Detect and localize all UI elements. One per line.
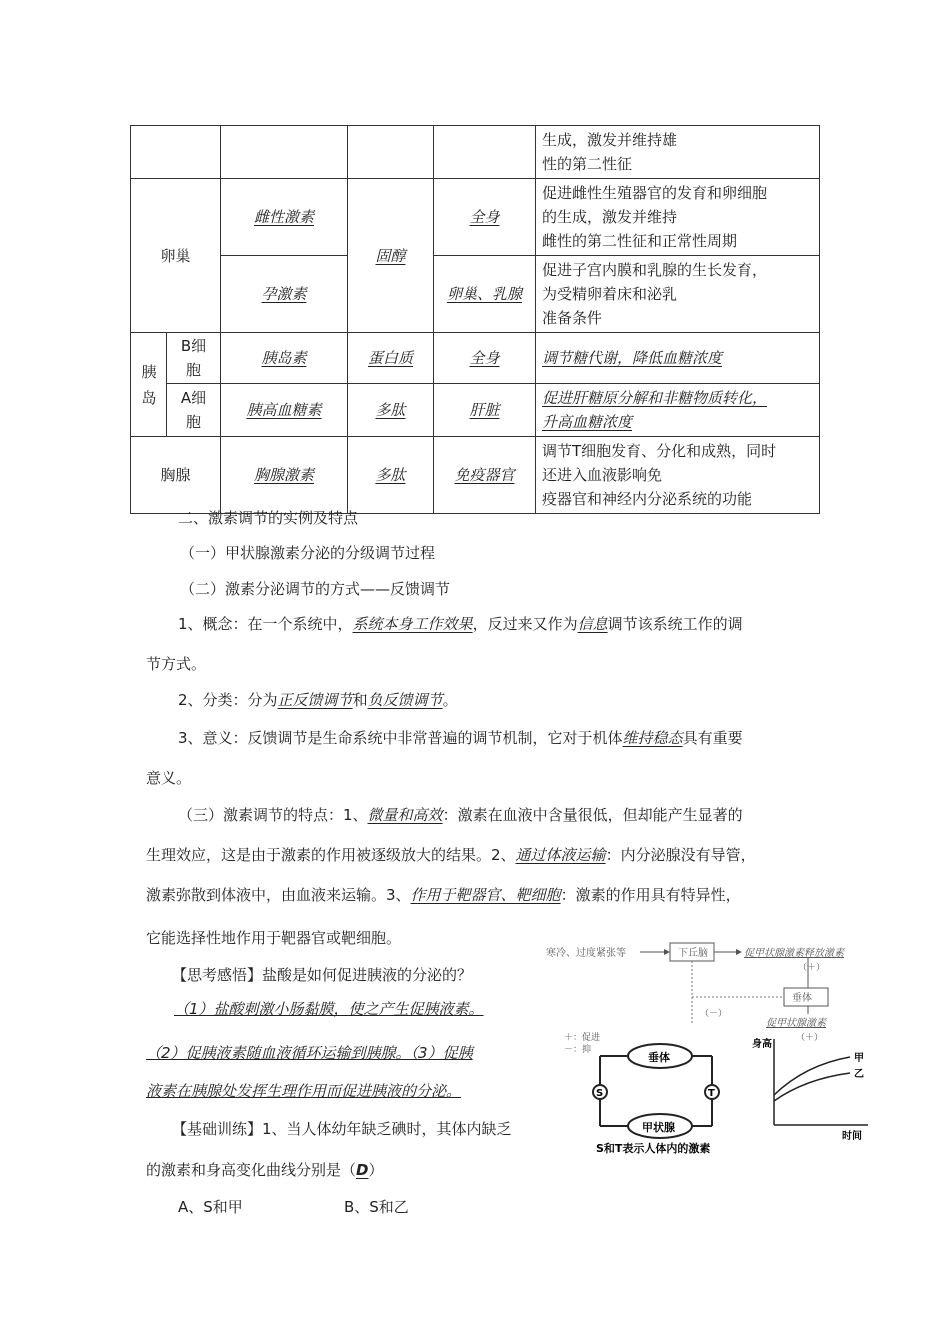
thymosin-function: 调节T细胞发育、分化和成熟，同时 还进入血液影响免 疫器官和神经内分泌系统的功能 [536, 437, 820, 514]
a-cell-label: A细胞 [167, 384, 221, 437]
features-line-4: 它能选择性地作用于靶器官或靶细胞。 [146, 929, 402, 947]
svg-text:乙: 乙 [854, 1069, 864, 1080]
significance-line: 3、意义：反馈调节是生命系统中非常普遍的调节机制，它对于机体维持稳态具有重要 [178, 729, 743, 747]
hormone-table [130, 125, 820, 514]
height-curve-chart [750, 1035, 880, 1145]
b-cell-label: B细胞 [167, 333, 221, 384]
think-answer-1: （1）盐酸刺激小肠黏膜，使之产生促胰液素。 [174, 1000, 484, 1018]
progesterone-answer: 孕激素 [261, 285, 307, 303]
svg-text:垂体: 垂体 [648, 1051, 670, 1064]
thymosin-answer: 胸腺激素 [253, 466, 314, 484]
svg-text:＋：促进: ＋：促进 [564, 1033, 601, 1043]
section-heading: 二、激素调节的实例及特点 [178, 509, 359, 527]
concept-line: 1、概念：在一个系统中，系统本身工作效果，反过来又作为信息调节该系统工作的调 [178, 615, 743, 633]
ovary-label: 卵巢 [131, 179, 221, 333]
concept-line-2: 节方式。 [146, 655, 207, 673]
pituitary-thyroid-loop [560, 1030, 740, 1160]
basic-training-question: 【基础训练】1、当人体幼年缺乏碘时，其体内缺乏 [172, 1120, 512, 1138]
features-line-2: 生理效应，这是由于激素的作用被逐级放大的结果。2、通过体液运输：内分泌腺没有导管， [146, 846, 756, 864]
polypeptide-answer-2: 多肽 [375, 466, 406, 484]
thymus-label: 胸腺 [131, 437, 221, 514]
insulin-target: 全身 [469, 349, 500, 367]
svg-text:寒冷、过度紧张等: 寒冷、过度紧张等 [546, 948, 626, 959]
svg-text:－：抑: －：抑 [564, 1045, 592, 1055]
series-yi-line [774, 1073, 850, 1101]
svg-text:促甲状腺激素释放激素: 促甲状腺激素释放激素 [744, 948, 844, 959]
svg-text:（＋）: （＋） [796, 1033, 824, 1043]
islet-label: 胰岛 [131, 333, 167, 437]
think-answer-3: 液素在胰腺处发挥生理作用而促进胰液的分泌。 [146, 1082, 462, 1100]
subheading-2: （二）激素分泌调节的方式——反馈调节 [180, 580, 451, 598]
svg-text:甲: 甲 [854, 1053, 864, 1064]
polypeptide-answer-1: 多肽 [375, 401, 406, 419]
protein-answer: 蛋白质 [367, 349, 413, 367]
glucagon-target: 肝脏 [469, 401, 500, 419]
thymosin-target: 免疫器官 [454, 466, 515, 484]
svg-text:S和T表示人体内的激素: S和T表示人体内的激素 [596, 1142, 711, 1155]
think-question: 【思考感悟】盐酸是如何促进胰液的分泌的？ [172, 966, 473, 984]
insulin-function: 调节糖代谢，降低血糖浓度 [542, 349, 723, 367]
steroid-answer: 固醇 [375, 246, 406, 265]
svg-text:（－）: （－） [700, 1009, 728, 1019]
svg-text:下丘脑: 下丘脑 [678, 948, 708, 959]
glucagon-answer: 胰高血糖素 [246, 401, 322, 419]
svg-text:T: T [708, 1088, 715, 1099]
progesterone-function: 促进子宫内膜和乳腺的生长发育， 为受精卵着床和泌乳 准备条件 [536, 256, 820, 333]
subheading-1: （一）甲状腺激素分泌的分级调节过程 [180, 544, 436, 562]
estrogen-answer: 雌性激素 [253, 208, 314, 226]
svg-text:甲状腺: 甲状腺 [642, 1121, 675, 1134]
svg-text:时间: 时间 [842, 1131, 862, 1142]
category-line: 2、分类：分为正反馈调节和负反馈调节。 [178, 691, 458, 709]
glucagon-function: 促进肝糖原分解和非糖物质转化， 升高血糖浓度 [536, 384, 820, 437]
significance-line-2: 意义。 [146, 769, 192, 787]
svg-text:S: S [596, 1088, 604, 1099]
option-b: B、S和乙 [344, 1198, 409, 1216]
testosterone-function-cell: 生成，激发并维持雄 性的第二性征 [536, 126, 820, 179]
features-line-3: 激素弥散到体液中，由血液来运输。3、作用于靶器官、靶细胞：激素的作用具有特异性， [146, 886, 741, 904]
features-line-1: （三）激素调节的特点：1、微量和高效：激素在血液中含量很低，但却能产生显著的 [178, 806, 743, 824]
svg-text:促甲状腺激素: 促甲状腺激素 [766, 1018, 826, 1029]
think-answer-2: （2）促胰液素随血液循环运输到胰腺。（3）促胰 [146, 1044, 473, 1062]
estrogen-function: 促进雌性生殖器官的发育和卵细胞 的生成，激发并维持 雌性的第二性征和正常性周期 [536, 179, 820, 256]
svg-text:垂体: 垂体 [792, 993, 812, 1004]
insulin-answer: 胰岛素 [261, 349, 307, 367]
svg-text:身高: 身高 [752, 1039, 772, 1050]
option-a: A、S和甲 [178, 1198, 243, 1216]
svg-text:（＋）: （＋） [798, 963, 826, 973]
progesterone-target: 卵巢、乳腺 [446, 285, 522, 303]
question-line-2: 的激素和身高变化曲线分别是（D） [146, 1161, 384, 1179]
series-jia-line [774, 1057, 850, 1095]
estrogen-target: 全身 [469, 208, 500, 226]
